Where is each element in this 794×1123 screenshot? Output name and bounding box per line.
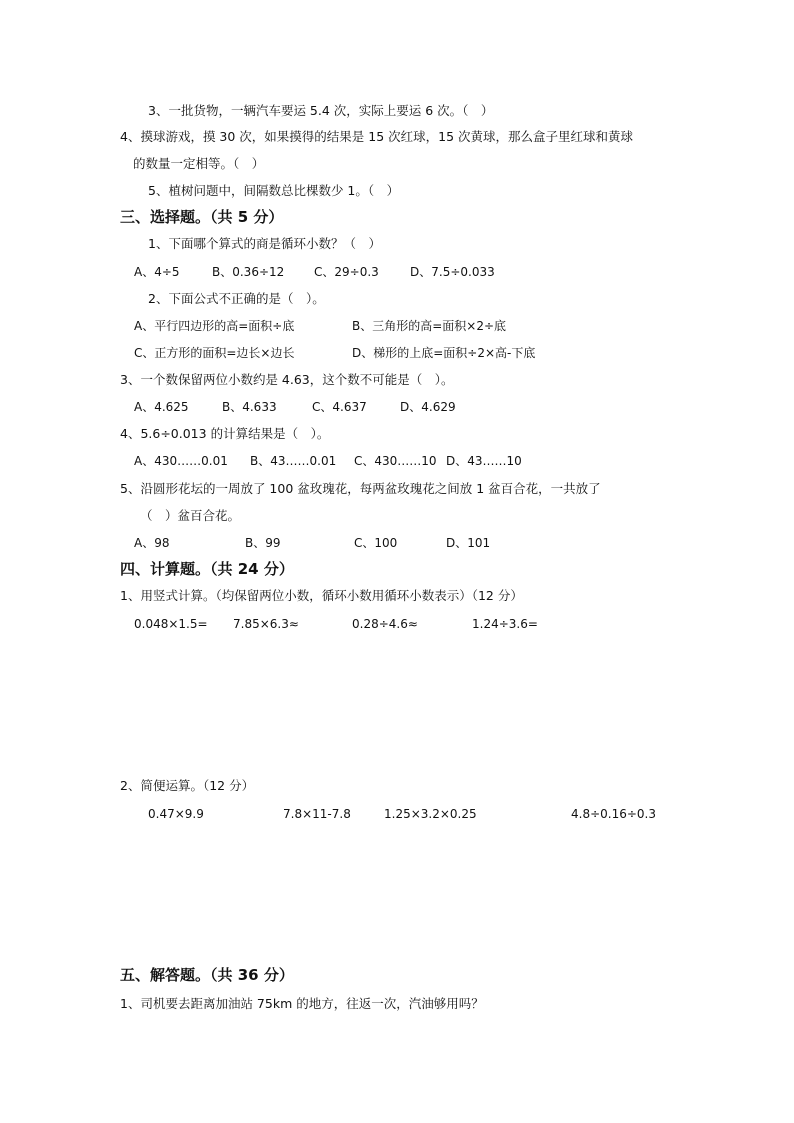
section-heading-calc: 四、计算题。（共 24 分） [120,560,294,578]
choice-question-3: 3、一个数保留两位小数约是 4.63，这个数不可能是（ ）。 [120,372,454,387]
choice-question-4: 4、5.6÷0.013 的计算结果是（ ）。 [120,426,330,441]
calc-q2-item-2: 7.8×11-7.8 [283,807,351,821]
choice-question-1: 1、下面哪个算式的商是循环小数？（ ） [148,236,381,251]
choice-q5-option-d: D、101 [446,536,491,550]
choice-q2-option-b: B、三角形的高=面积×2÷底 [352,319,507,333]
choice-q2-option-d: D、梯形的上底=面积÷2×高-下底 [352,346,536,360]
calc-q1-item-1: 0.048×1.5= [134,617,208,631]
choice-q4-option-d: D、43……10 [446,454,522,468]
choice-q1-option-a: A、4÷5 [134,265,180,279]
calc-q1-item-4: 1.24÷3.6= [472,617,538,631]
section-heading-choice: 三、选择题。（共 5 分） [120,208,284,226]
choice-q2-option-a: A、平行四边形的高=面积÷底 [134,319,295,333]
choice-q1-option-d: D、7.5÷0.033 [410,265,495,279]
choice-q4-option-a: A、430……0.01 [134,454,228,468]
choice-question-5-line2: （ ）盆百合花。 [140,508,241,523]
choice-q4-option-b: B、43……0.01 [250,454,337,468]
choice-q5-option-a: A、98 [134,536,170,550]
choice-q5-option-c: C、100 [354,536,398,550]
calc-q1-item-2: 7.85×6.3≈ [233,617,299,631]
choice-question-2: 2、下面公式不正确的是（ ）。 [148,291,325,306]
judge-question-3: 3、一批货物，一辆汽车要运 5.4 次，实际上要运 6 次。（ ） [148,103,494,118]
judge-question-4-line2: 的数量一定相等。（ ） [133,156,265,171]
calc-q2-item-3: 1.25×3.2×0.25 [384,807,477,821]
judge-question-4-line1: 4、摸球游戏，摸 30 次，如果摸得的结果是 15 次红球，15 次黄球，那么盒子里红球和黄球 [120,129,634,144]
solve-question-1: 1、司机要去距离加油站 75km 的地方，往返一次，汽油够用吗？ [120,996,484,1011]
choice-question-5-line1: 5、沿圆形花坛的一周放了 100 盆玫瑰花，每两盆玫瑰花之间放 1 盆百合花，一共放了 [120,481,601,496]
choice-q4-option-c: C、430……10 [354,454,437,468]
choice-q3-option-d: D、4.629 [400,400,456,414]
calc-question-1: 1、用竖式计算。（均保留两位小数，循环小数用循环小数表示）（12 分） [120,588,523,603]
calc-q1-item-3: 0.28÷4.6≈ [352,617,418,631]
choice-q1-option-c: C、29÷0.3 [314,265,379,279]
choice-q5-option-b: B、99 [245,536,281,550]
calc-question-2: 2、简便运算。（12 分） [120,778,255,793]
section-heading-solve: 五、解答题。（共 36 分） [120,966,294,984]
calc-q2-item-1: 0.47×9.9 [148,807,204,821]
choice-q3-option-c: C、4.637 [312,400,367,414]
choice-q3-option-a: A、4.625 [134,400,189,414]
calc-q2-item-4: 4.8÷0.16÷0.3 [571,807,656,821]
judge-question-5: 5、植树问题中，间隔数总比棵数少 1。（ ） [148,183,400,198]
choice-q2-option-c: C、正方形的面积=边长×边长 [134,346,295,360]
choice-q3-option-b: B、4.633 [222,400,277,414]
choice-q1-option-b: B、0.36÷12 [212,265,285,279]
